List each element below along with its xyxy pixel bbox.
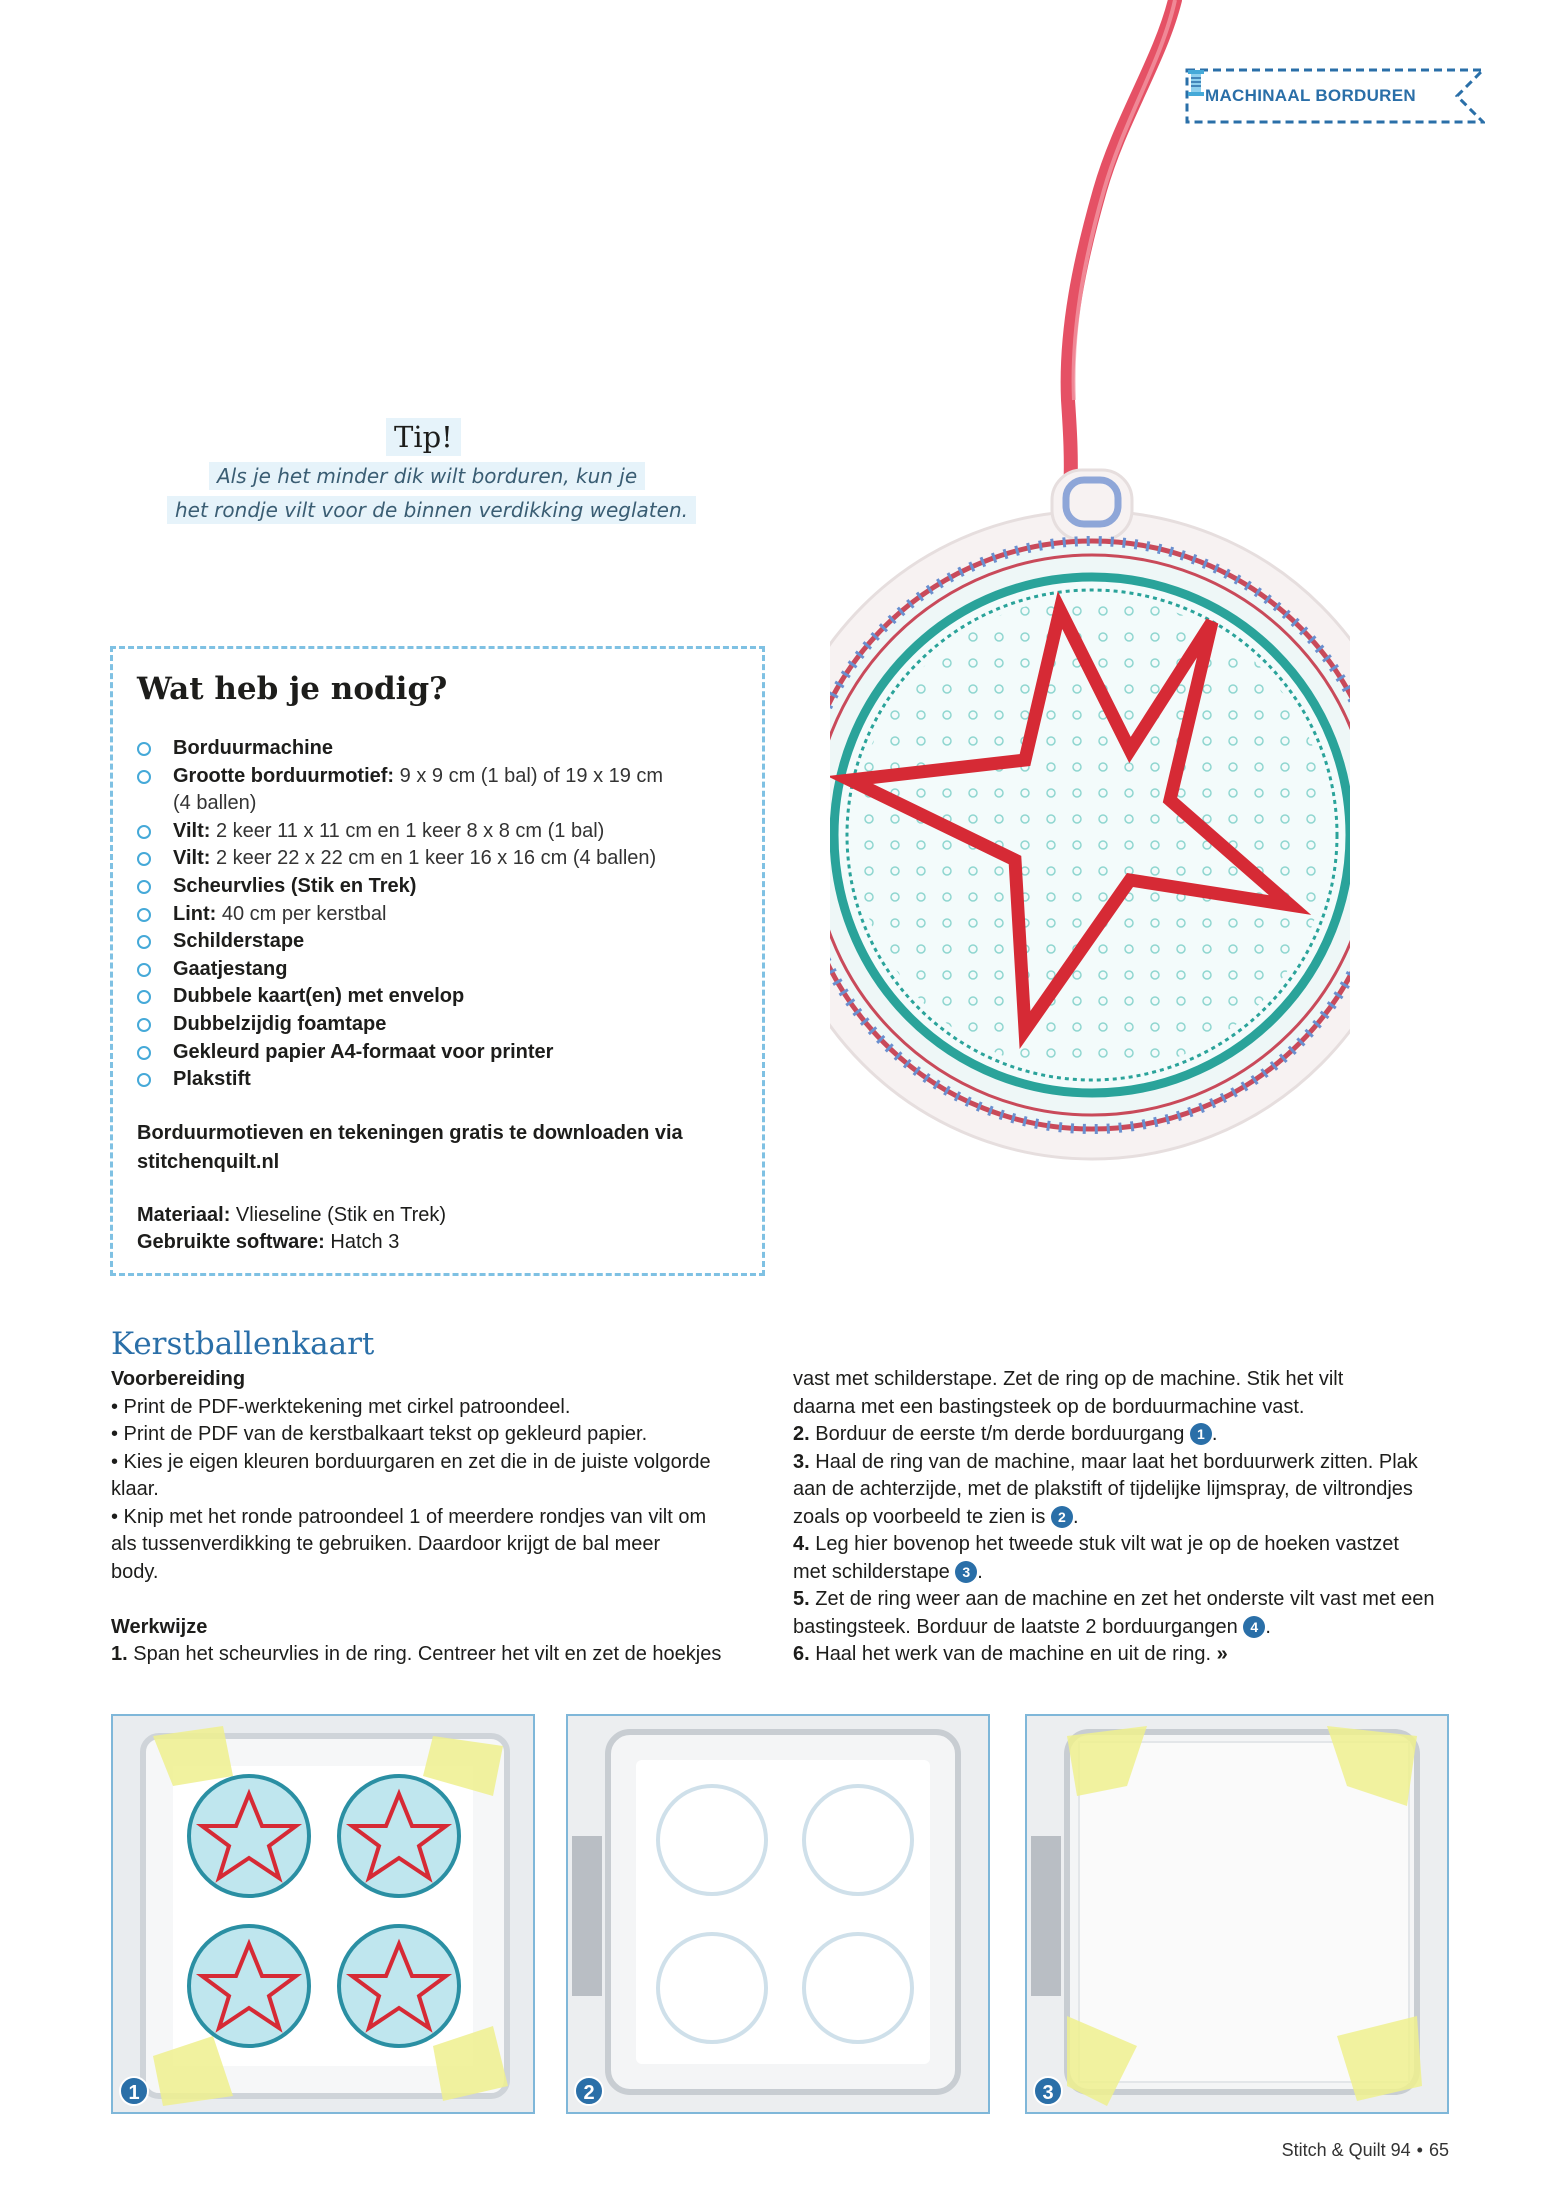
list-item: Vilt: 2 keer 22 x 22 cm en 1 keer 16 x 16 cm (4 ballen) <box>137 845 757 873</box>
photo-number-badge: 1 <box>119 2076 149 2106</box>
article-title: Kerstballenkaart <box>111 1326 375 1362</box>
prep-item: • Print de PDF-werktekening met cirkel patroondeel. <box>111 1395 571 1418</box>
prep-item: • Knip met het ronde patroondeel 1 of meerdere rondjes van vilt om als tussenverdikking te gebruiken. Daardoor krijgt de bal meer body. <box>111 1505 707 1583</box>
work-heading: Werkwijze <box>111 1615 208 1638</box>
step-photo-3 <box>1025 1714 1449 2114</box>
prep-item: • Kies je eigen kleuren borduurgaren en zet die in de juiste volgorde klaar. <box>111 1450 711 1500</box>
step-photo-2 <box>566 1714 990 2114</box>
step-1: 1. Span het scheurvlies in de ring. Centreer het vilt en zet de hoekjes <box>111 1643 722 1665</box>
tip-text-line-1: Als je het minder dik wilt borduren, kun je <box>209 462 645 490</box>
photo-ref-badge: 4 <box>1243 1616 1265 1638</box>
section-tag-label: MACHINAAL BORDUREN <box>1205 86 1416 105</box>
second-felt-photo <box>1027 1716 1449 2114</box>
article-column-left <box>111 1366 771 1669</box>
prep-item: • Print de PDF van de kerstbalkaart tekst op gekleurd papier. <box>111 1423 648 1445</box>
circle-bullet-icon <box>137 935 151 949</box>
circle-bullet-icon <box>137 742 151 756</box>
circle-bullet-icon <box>137 825 151 839</box>
list-item: Dubbelzijdig foamtape <box>137 1011 757 1039</box>
step-6: 6. Haal het werk van de machine en uit de ring. » <box>793 1643 1228 1665</box>
list-item: Lint: 40 cm per kerstbal <box>137 901 757 929</box>
photo-ref-badge: 2 <box>1051 1506 1073 1528</box>
list-item: Borduurmachine <box>137 735 757 763</box>
article-column-right <box>793 1366 1453 1669</box>
photo-ref-badge: 3 <box>955 1561 977 1583</box>
list-item: Dubbele kaart(en) met envelop <box>137 983 757 1011</box>
step-2: 2. Borduur de eerste t/m derde borduurgang 1 . <box>793 1423 1218 1445</box>
footer-separator: • <box>1416 2140 1423 2160</box>
circle-bullet-icon <box>137 880 151 894</box>
materials-box <box>110 646 765 1276</box>
list-item: Gaatjestang <box>137 956 757 984</box>
circle-bullet-icon <box>137 1046 151 1060</box>
materials-list <box>137 735 757 1094</box>
list-item: Grootte borduurmotief: 9 x 9 cm (1 bal) of 19 x 19 cm <box>137 763 757 791</box>
list-item: Schilderstape <box>137 928 757 956</box>
step-3: 3. Haal de ring van de machine, maar laat het borduurwerk zitten. Plak aan de achterzijde, met de plakstift of tijdelijke lijmspray, de viltrondjes zoals op voorbeeld te zien is 2 . <box>793 1450 1418 1528</box>
list-item: Gekleurd papier A4-formaat voor printer <box>137 1039 757 1067</box>
step-5: 5. Zet de ring weer aan de machine en zet het onderste vilt vast met een bastingsteek. Borduur de laatste 2 borduurgangen 4 . <box>793 1588 1435 1638</box>
circle-bullet-icon <box>137 852 151 866</box>
circle-bullet-icon <box>137 1018 151 1032</box>
page-number: 65 <box>1428 2140 1449 2160</box>
list-item: Plakstift <box>137 1066 757 1094</box>
photo-ref-badge: 1 <box>1190 1423 1212 1445</box>
felt-back-photo <box>568 1716 990 2114</box>
materials-title: Wat heb je nodig? <box>137 671 448 707</box>
photo-number-badge: 3 <box>1033 2076 1063 2106</box>
step-1-continued: vast met schilderstape. Zet de ring op de machine. Stik het vilt daarna met een bastingsteek op de borduurmachine vast. <box>793 1368 1344 1418</box>
material-line: Materiaal: Vlieseline (Stik en Trek) <box>137 1204 447 1226</box>
photo-number-badge: 2 <box>574 2076 604 2106</box>
circle-bullet-icon <box>137 990 151 1004</box>
prep-heading: Voorbereiding <box>111 1368 246 1390</box>
tip-text-line-2: het rondje vilt voor de binnen verdikking weglaten. <box>167 496 696 524</box>
step-4: 4. Leg hier bovenop het tweede stuk vilt wat je op de hoeken vastzet met schilderstape 3 . <box>793 1533 1399 1583</box>
list-item: Vilt: 2 keer 11 x 11 cm en 1 keer 8 x 8 cm (1 bal) <box>137 818 757 846</box>
list-item: Scheurvlies (Stik en Trek) <box>137 873 757 901</box>
tip-title: Tip! <box>386 418 461 456</box>
circle-bullet-icon <box>137 1073 151 1087</box>
christmas-ornament-image <box>830 0 1350 1200</box>
page-footer <box>1282 2140 1449 2161</box>
download-note: Borduurmotieven en tekeningen gratis te downloaden via stitchenquilt.nl <box>137 1122 683 1173</box>
software-line: Gebruikte software: Hatch 3 <box>137 1231 400 1253</box>
circle-bullet-icon <box>137 770 151 784</box>
step-photo-1 <box>111 1714 535 2114</box>
magazine-name: Stitch & Quilt 94 <box>1281 2140 1411 2160</box>
list-item-continuation: (4 ballen) <box>173 792 257 815</box>
embroidered-circles-photo <box>113 1716 535 2114</box>
circle-bullet-icon <box>137 963 151 977</box>
circle-bullet-icon <box>137 908 151 922</box>
continue-arrow-icon: » <box>1216 1643 1228 1665</box>
